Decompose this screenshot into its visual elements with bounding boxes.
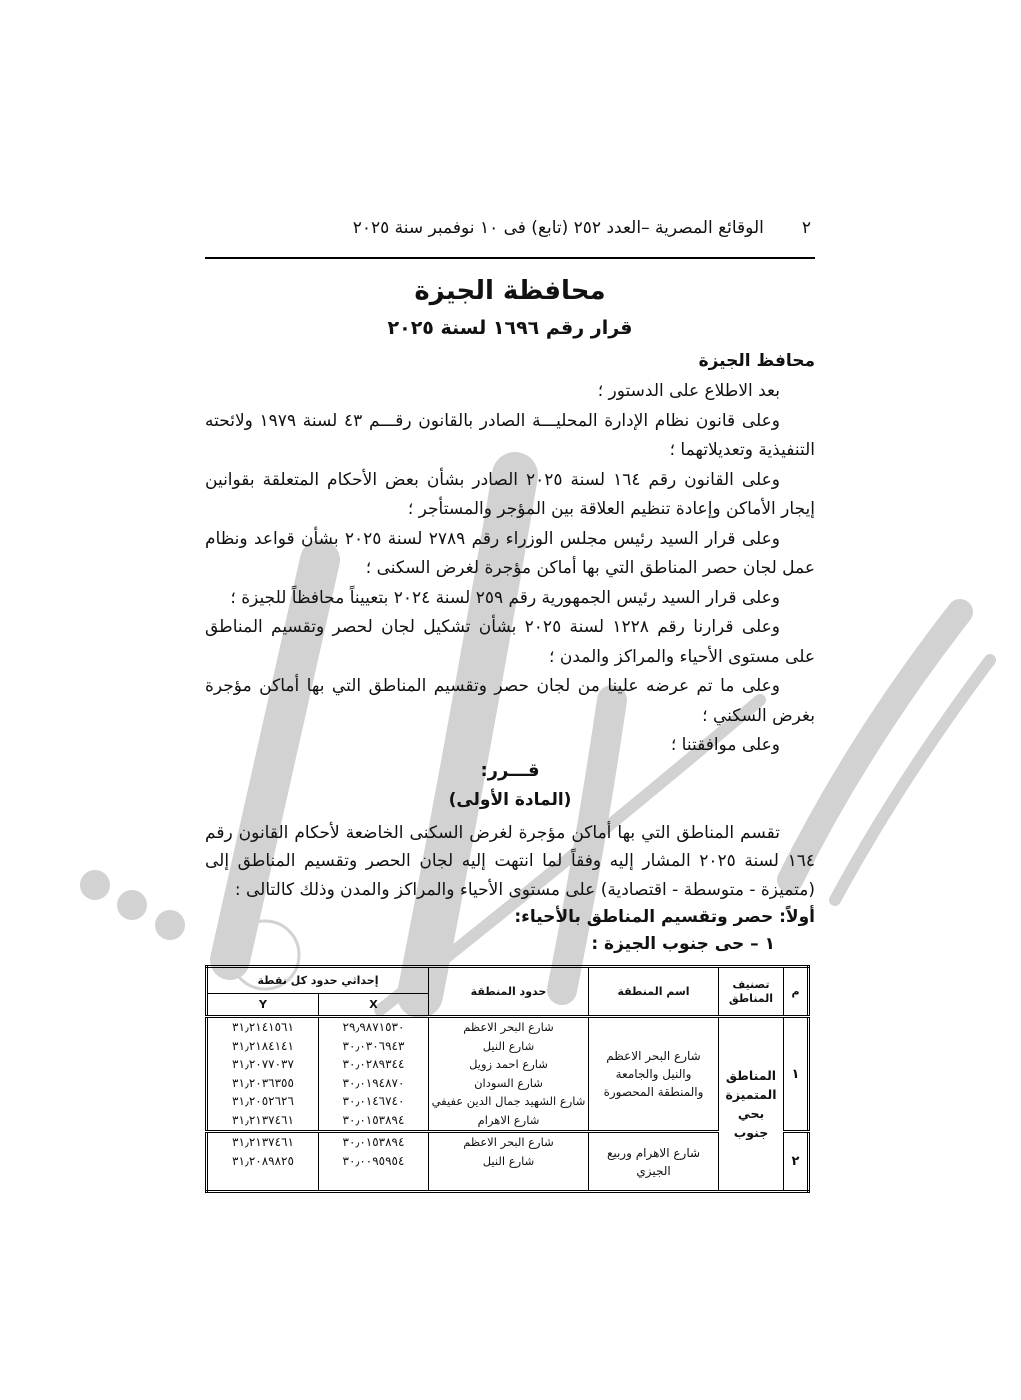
boundary-street: شارع احمد زويل	[469, 1057, 548, 1071]
header-rule	[205, 257, 815, 259]
watermark-dots	[80, 870, 185, 940]
row-index: ٢	[784, 1132, 809, 1192]
boundary-street: شارع النيل	[482, 1153, 535, 1168]
coord-x: ٣٠٫٠١٩٤٨٧٠	[342, 1075, 405, 1090]
areas-table	[205, 965, 810, 1193]
boundary-street: شارع الشهيد جمال الدين عفيفي	[431, 1094, 586, 1108]
coord-x: ٣٠٫٠١٤٦٧٤٠	[342, 1094, 405, 1108]
col-x-header: X	[319, 994, 429, 1017]
preamble-paragraph: بعد الاطلاع على الدستور ؛	[597, 381, 780, 401]
section-heading: أولاً: حصر وتقسيم المناطق بالأحياء:	[514, 907, 815, 927]
preamble-paragraph: وعلى موافقتنا ؛	[670, 735, 780, 755]
x-coordinates-cell	[319, 1132, 429, 1192]
preamble-paragraph: وعلى قرار السيد رئيس مجلس الوزراء رقم ٢٧٨٩ لسنة ٢٠٢٥ بشأن قواعد ونظام عمل لجان حصر المناطق التي بها أماكن مؤجرة لغرض السكنى ؛	[205, 528, 815, 578]
coord-y: ٣١٫٢١٣٧٤٦١	[232, 1112, 294, 1127]
boundary-street: شارع النيل	[482, 1038, 535, 1053]
y-coordinates-cell	[206, 1132, 318, 1192]
x-coordinates-cell	[319, 1017, 429, 1132]
coord-y: ٣١٫٢٠٨٩٨٢٥	[232, 1153, 294, 1168]
coord-y: ٣١٫٢١٤١٥٦١	[232, 1020, 294, 1034]
gazette-page	[205, 210, 815, 1193]
col-boundaries-header: حدود المنطقة	[429, 967, 589, 1017]
article-heading: (المادة الأولى)	[448, 789, 572, 810]
preamble-paragraph: وعلى ما تم عرضه علينا من لجان حصر وتقسيم المناطق التي بها أماكن مؤجرة بغرض السكني ؛	[205, 676, 815, 726]
boundary-street: شارع السودان	[474, 1075, 543, 1090]
boundaries-cell	[429, 1017, 589, 1132]
watermark-dot	[117, 890, 147, 920]
y-coordinates-cell	[206, 1017, 318, 1132]
col-area-name-header: اسم المنطقة	[589, 967, 719, 1017]
preamble-paragraph: وعلى قرارنا رقم ١٢٢٨ لسنة ٢٠٢٥ بشأن تشكيل لجان لحصر وتقسيم المناطق على مستوى الأحياء والمراكز والمدن ؛	[205, 617, 815, 667]
preamble	[205, 377, 815, 761]
decree-title: قرار رقم ١٦٩٦ لسنة ٢٠٢٥	[387, 317, 633, 339]
area-name: شارع البحر الاعظم والنيل والجامعة والمنطقة المحصورة	[589, 1017, 719, 1132]
classification-cell: المناطق المتميزة بحي جنوب	[719, 1017, 784, 1192]
coord-y: ٣١٫٢٠٧٧٠٣٧	[232, 1057, 294, 1071]
coord-x: ٣٠٫٠٢٨٩٣٤٤	[342, 1057, 405, 1071]
table-header-row	[206, 967, 808, 994]
preamble-paragraph: وعلى قرار السيد رئيس الجمهورية رقم ٢٥٩ لسنة ٢٠٢٤ بتعييناً محافظاً للجيزة ؛	[230, 587, 780, 608]
authority-title: محافظة الجيزة	[414, 276, 606, 306]
issuer-heading: محافظ الجيزة	[698, 351, 815, 371]
page-number: ٢	[801, 218, 811, 238]
preamble-paragraph: وعلى قانون نظام الإدارة المحليـــة الصادر بالقانون رقـــم ٤٣ لسنة ١٩٧٩ ولائحته التنفيذية وتعديلاتهما ؛	[205, 410, 815, 460]
coord-x: ٣٠٫٠١٥٣٨٩٤	[342, 1112, 405, 1127]
coord-y: ٣١٫٢٠٣٦٣٥٥	[232, 1075, 294, 1090]
preamble-paragraph: وعلى القانون رقم ١٦٤ لسنة ٢٠٢٥ الصادر بشأن بعض الأحكام المتعلقة بقوانين إيجار الأماكن وإعادة تنظيم العلاقة بين المؤجر والمستأجر ؛	[205, 469, 815, 519]
row-index: ١	[784, 1017, 809, 1132]
boundary-street: شارع الاهرام	[477, 1112, 540, 1127]
coord-x: ٣٠٫٠١٥٣٨٩٤	[342, 1135, 405, 1149]
coord-x: ٣٠٫٠٠٩٥٩٥٤	[342, 1153, 405, 1168]
coord-y: ٣١٫٢١٣٧٤٦١	[232, 1135, 294, 1149]
page-header	[205, 210, 815, 246]
watermark-dot	[155, 910, 185, 940]
coord-x: ٢٩٫٩٨٧١٥٣٠	[342, 1020, 405, 1034]
decision-text: تقسم المناطق التي بها أماكن مؤجرة لغرض السكنى الخاضعة لأحكام القانون رقم ١٦٤ لسنة ٢٠٢٥ المشار إليه وفقاً لما انتهت إليه لجان الحصر وتقسيم المناطق إلى (متميزة - متوسطة - اقتصادية) على مستوى الأحياء والمراكز والمدن وذلك كالتالى :	[205, 822, 815, 900]
boundary-street: شارع البحر الاعظم	[463, 1020, 554, 1034]
table-row	[206, 1017, 808, 1132]
table-row	[206, 1132, 808, 1192]
watermark-dot	[80, 870, 110, 900]
decision-verb: قـــرر:	[480, 759, 540, 781]
boundaries-cell	[429, 1132, 589, 1192]
coord-x: ٣٠٫٠٣٠٦٩٤٣	[342, 1038, 405, 1053]
coord-y: ٣١٫٢١٨٤١٤١	[232, 1038, 294, 1053]
col-y-header: Y	[206, 994, 318, 1017]
watermark-stroke	[790, 612, 960, 880]
area-name: شارع الاهرام وربيع الجيزي	[589, 1132, 719, 1192]
issue-line: الوقائع المصرية –العدد ٢٥٢ (تابع) فى ١٠ نوفمبر سنة ٢٠٢٥	[352, 218, 764, 238]
coord-y: ٣١٫٢٠٥٢٦٢٦	[232, 1094, 294, 1108]
col-coordinates-header: إحداثي حدود كل نقطة	[206, 967, 428, 994]
boundary-street: شارع البحر الاعظم	[463, 1135, 554, 1149]
subsection-heading: ١ – حى جنوب الجيزة :	[591, 934, 775, 954]
watermark-stroke	[835, 660, 990, 900]
col-index-header: م	[784, 967, 809, 1017]
col-classification-header: تصنيف المناطق	[719, 967, 784, 1017]
